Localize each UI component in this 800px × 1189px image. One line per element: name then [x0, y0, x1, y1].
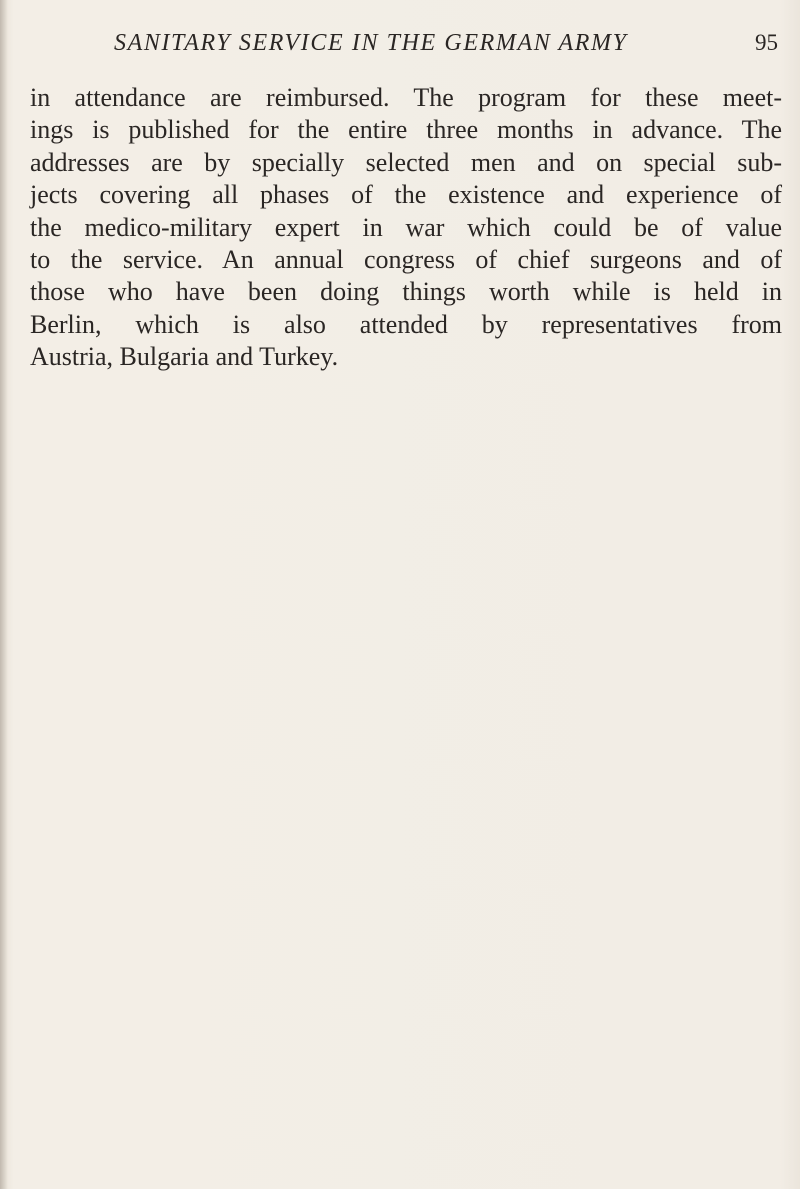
text-line: those who have been doing things worth while is held in: [30, 277, 782, 307]
running-title: SANITARY SERVICE IN THE GERMAN ARMY: [114, 30, 628, 56]
spine-shadow: [0, 0, 8, 1189]
text-line: jects covering all phases of the existence and experience of: [30, 180, 782, 210]
text-line: ings is published for the entire three months in advance. The: [30, 115, 782, 145]
body-paragraph: [30, 82, 782, 374]
text-line: addresses are by specially selected men and on special sub-: [30, 147, 782, 177]
text-line: the medico-military expert in war which could be of value: [30, 212, 782, 242]
text-line: in attendance are reimbursed. The program for these meet-: [30, 83, 782, 112]
text-line: Austria, Bulgaria and Turkey.: [30, 342, 339, 372]
running-head: [30, 30, 778, 64]
page-number: 95: [755, 30, 778, 55]
text-line: to the service. An annual congress of chief surgeons and of: [30, 245, 782, 275]
text-line: Berlin, which is also attended by representatives from: [30, 309, 782, 339]
show-through-texture: [30, 440, 782, 1040]
